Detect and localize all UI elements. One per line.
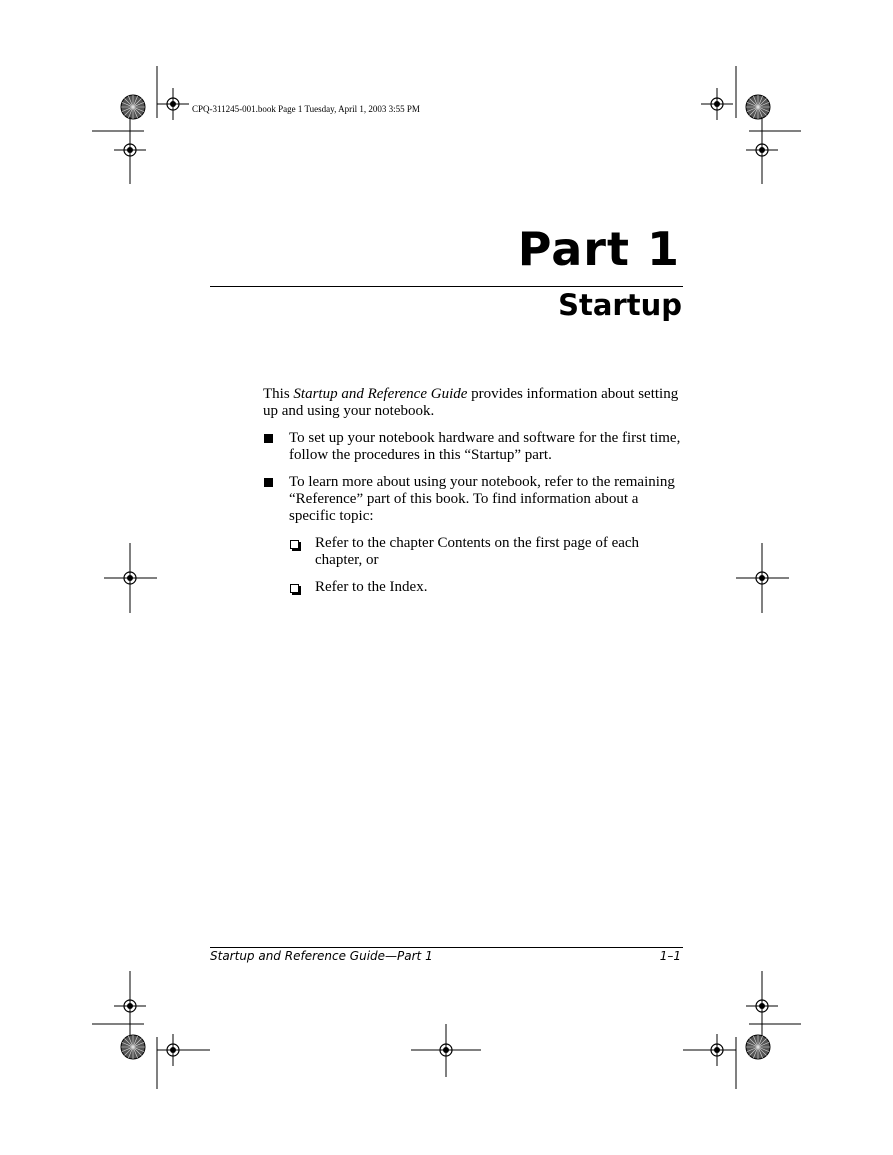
body-text [263,386,688,606]
hollow-box-bullet-icon [290,540,299,549]
intro-paragraph [263,386,688,420]
sub-bullet-item [263,579,688,596]
bullet-item [263,474,688,525]
footer-title: Startup and Reference Guide—Part 1 [210,949,433,963]
square-bullet-icon [264,478,273,487]
square-bullet-icon [264,434,273,443]
registration-mark-top-right-star [746,95,770,119]
sub-bullet-item [263,535,688,569]
part-title: Part 1 [517,222,680,276]
intro-prefix: This [263,386,294,402]
registration-mark-bottom-left-star [121,1035,145,1059]
sub-bullet-text: Refer to the Index. [315,579,428,595]
bullet-item [263,430,688,464]
registration-mark-bottom-right-star [746,1035,770,1059]
bullet-text: To set up your notebook hardware and software for the first time, follow the procedures in this “Startup” part. [289,430,681,463]
sub-bullet-text: Refer to the chapter Contents on the first page of each chapter, or [315,535,640,568]
registration-mark-top-right [701,88,733,120]
page-number: 1–1 [659,949,681,963]
registration-mark-top-left-star [121,95,145,119]
registration-mark-top-left [157,88,189,120]
bullet-text: To learn more about using your notebook, refer to the remaining “Reference” part of this book. To find information about a specific topic: [289,474,675,524]
hollow-box-bullet-icon [290,584,299,593]
footer-rule [210,947,683,948]
intro-suffix: provides information about setting up and using your notebook. [263,386,679,419]
part-subtitle: Startup [558,288,682,322]
print-slug: CPQ-311245-001.book Page 1 Tuesday, April 1, 2003 3:55 PM [192,104,420,114]
guide-title: Startup and Reference Guide [293,386,468,402]
title-rule [210,286,683,287]
